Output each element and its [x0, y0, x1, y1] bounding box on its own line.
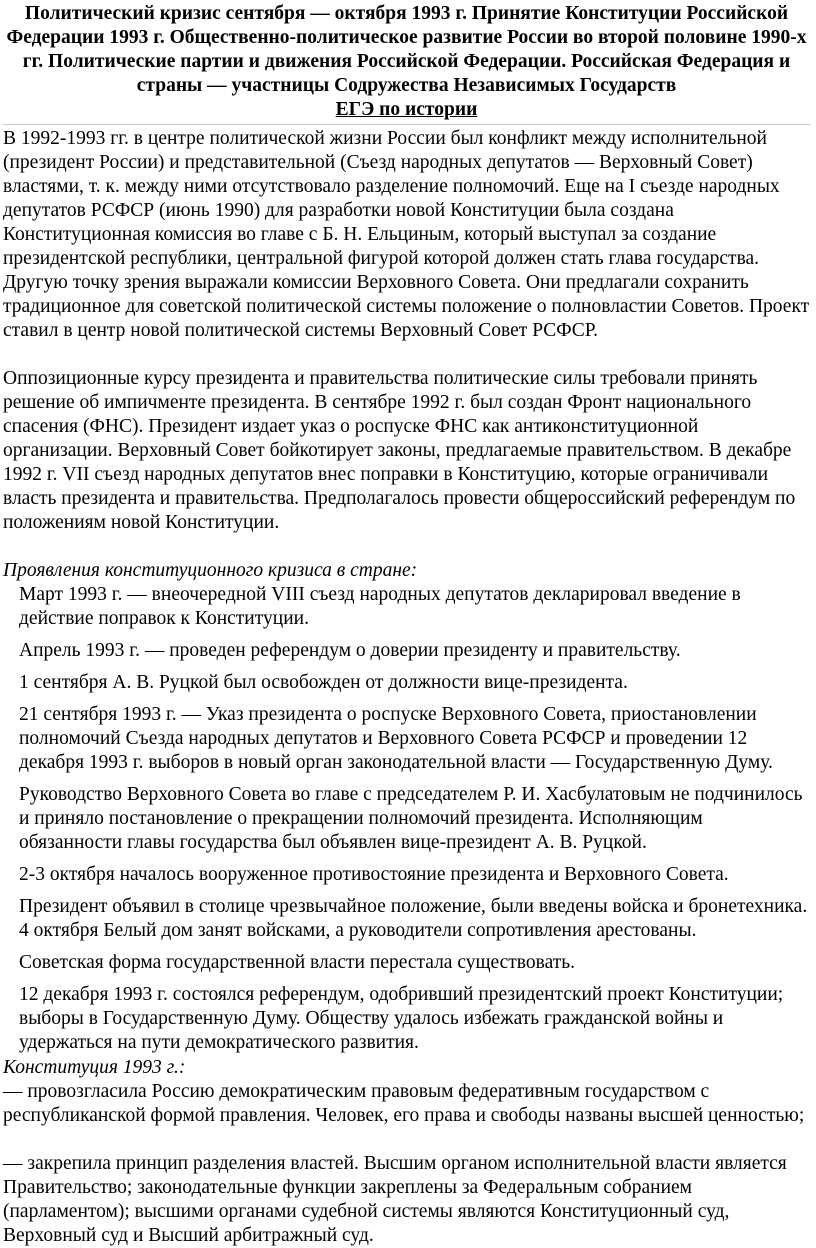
- constitution-heading: Конституция 1993 г.:: [3, 1057, 186, 1078]
- list-item: Руководство Верховного Совета во главе с председателем Р. И. Хасбулатовым не подчинилось и приняло постановление о прекращении полномочий президента. Исполняющим обязанности главы государства был объявлен вице-президент А. В. Руцкой.: [19, 784, 803, 853]
- intro-paragraph-2: Оппозиционные курсу президента и правительства политические силы требовали принять решение об импичменте президента. В сентябре 1992 г. был создан Фронт национального спасения (ФНС). Президент издает указ о роспуске ФНС как антиконституционной организации. Верховный Совет бойкотирует законы, предлагаемые правительством. В декабре 1992 г. VII съезд народных депутатов внес поправки в Конституцию, которые ограничивали власть президента и правительства. Предполагалось провести общероссийский референдум по положениям новой Конституции.: [3, 368, 796, 533]
- constitution-point-2: — закрепила принцип разделения властей. Высшим органом исполнительной власти является Правительство; законодательные функции закреплены за Федеральным собранием (парламентом); высшими органами судебной системы являются Конституционный суд, Верховный суд и Высший арбитражный суд.: [3, 1153, 787, 1246]
- list-item: Апрель 1993 г. — проведен референдум о доверии президенту и правительству.: [19, 640, 681, 661]
- crisis-heading: Проявления конституционного кризиса в стране:: [3, 560, 418, 581]
- constitution-point-1: — провозгласила Россию демократическим правовым федеративным государством с республиканской формой правления. Человек, его права и свободы названы высшей ценностью;: [3, 1081, 805, 1126]
- list-item: Советская форма государственной власти перестала существовать.: [19, 952, 576, 973]
- list-item: 12 декабря 1993 г. состоялся референдум, одобривший президентский проект Конституции; выборы в Государственную Думу. Обществу удалось избежать гражданской войны и удержаться на пути демократического развития.: [19, 984, 784, 1053]
- intro-paragraph-1: В 1992-1993 гг. в центре политической жизни России был конфликт между исполнительной (президент России) и представительной (Съезд народных депутатов — Верховный Совет) властями, т. к. между ними отсутствовало разделение полномочий. Еще на I съезде народных депутатов РСФСР (июнь 1990) для разработки новой Конституции была создана Конституционная комиссия во главе с Б. Н. Ельциным, который выступал за создание президентской республики, центральной фигурой которой должен стать глава государства. Другую точку зрения выражали комиссии Верховного Совета. Они предлагали сохранить традиционное для советской политической системы положение о полновластии Советов. Проект ставил в центр новой политической системы Верховный Совет РСФСР.: [3, 128, 810, 341]
- list-item: 2-3 октября началось вооруженное противостояние президента и Верховного Совета.: [19, 864, 729, 885]
- document-subtitle-link[interactable]: ЕГЭ по истории: [335, 99, 478, 120]
- crisis-list: [3, 583, 810, 1055]
- title-divider: [3, 124, 810, 125]
- list-item: 1 сентября А. В. Руцкой был освобожден от должности вице-президента.: [19, 672, 628, 693]
- list-item: 21 сентября 1993 г. — Указ президента о роспуске Верховного Совета, приостановлении полномочий Съезда народных депутатов и Верховного Совета РСФСР и проведении 12 декабря 1993 г. выборов в новый орган законодательной власти — Государственную Думу.: [19, 704, 773, 773]
- list-item: Президент объявил в столице чрезвычайное положение, были введены войска и бронетехника. 4 октября Белый дом занят войсками, а руководители сопротивления арестованы.: [19, 896, 808, 941]
- list-item: Март 1993 г. — внеочередной VIII съезд народных депутатов декларировал введение в действие поправок к Конституции.: [19, 584, 741, 629]
- document-title: Политический кризис сентября — октября 1993 г. Принятие Конституции Российской Федерации 1993 г. Общественно-политическое развитие России во второй половине 1990-х гг. Политические партии и движения Российской Федерации. Российская Федерация и страны — участницы Содружества Независимых Государств: [6, 3, 807, 96]
